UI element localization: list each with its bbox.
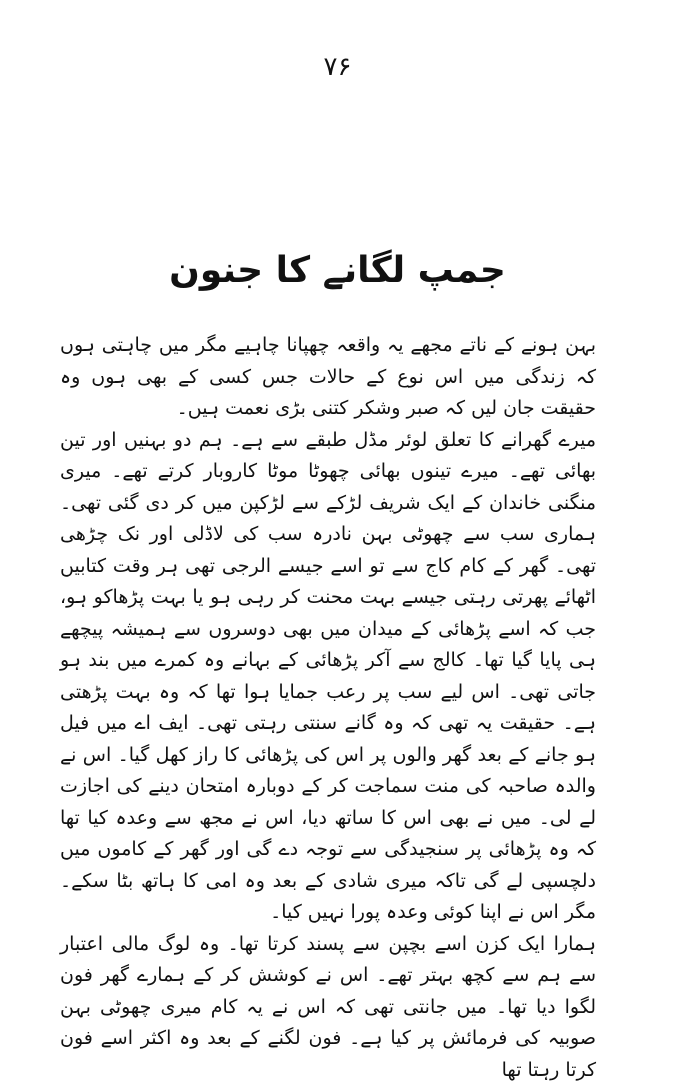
chapter-title: جمپ لگانے کا جنون (0, 250, 675, 291)
paragraph-2: میرے گھرانے کا تعلق لوئر مڈل طبقے سے ہے۔ ہم دو بہنیں اور تین بھائی تھے۔ میرے تینوں بھائی چھوٹا موٹا کاروبار کرتے تھے۔ میری منگنی خاندان کے ایک شریف لڑکے سے لڑکپن میں کر دی گئی تھی۔ ہماری سب سے چھوٹی بہن نادرہ سب کی لاڈلی اور نک چڑھی تھی۔ گھر کے کام کاج سے تو اسے جیسے الرجی تھی ہر وقت کتابیں اٹھائے پھرتی رہتی جیسے بہت محنت کر رہی ہو یا بہت پڑھاکو ہو، جب کہ اسے پڑھائی کے میدان میں بھی دوسروں سے ہمیشہ پیچھے ہی پایا گیا تھا۔ کالج سے آکر پڑھائی کے بہانے وہ کمرے میں بند ہو جاتی تھی۔ اس لیے سب پر رعب جمایا ہوا تھا کہ وہ بہت پڑھتی ہے۔ حقیقت یہ تھی کہ وہ گانے سنتی رہتی تھی۔ ایف اے میں فیل ہو جانے کے بعد گھر والوں پر اس کی پڑھائی کا راز کھل گیا۔ اس نے والدہ صاحبہ کی منت سماجت کر کے دوبارہ امتحان دینے کی اجازت لے لی۔ میں نے بھی اس کا ساتھ دیا، اس نے مجھ سے وعدہ کیا تھا کہ وہ پڑھائی پر سنجیدگی سے توجہ دے گی اور گھر کے کاموں میں دلچسپی لے گی تاکہ میری شادی کے بعد وہ امی کا ہاتھ بٹا سکے۔ مگر اس نے اپنا کوئی وعدہ پورا نہیں کیا۔ (60, 425, 610, 929)
page-number: ۷۶ (0, 52, 675, 82)
body-text (60, 330, 610, 1086)
paragraph-3: ہمارا ایک کزن اسے بچپن سے پسند کرتا تھا۔ وہ لوگ مالی اعتبار سے ہم سے کچھ بہتر تھے۔ اس نے کوشش کر کے ہمارے گھر فون لگوا دیا تھا۔ میں جانتی تھی کہ اس نے یہ کام میری چھوٹی بہن صوبیہ کی فرمائش پر کیا ہے۔ فون لگنے کے بعد وہ اکثر اسے فون کرتا رہتا تھا (60, 929, 610, 1086)
paragraph-1: بہن ہونے کے ناتے مجھے یہ واقعہ چھپانا چاہیے مگر میں چاہتی ہوں کہ زندگی میں اس نوع کے حالات جس کسی کے بھی ہوں وہ حقیقت جان لیں کہ صبر وشکر کتنی بڑی نعمت ہیں۔ (60, 330, 610, 425)
